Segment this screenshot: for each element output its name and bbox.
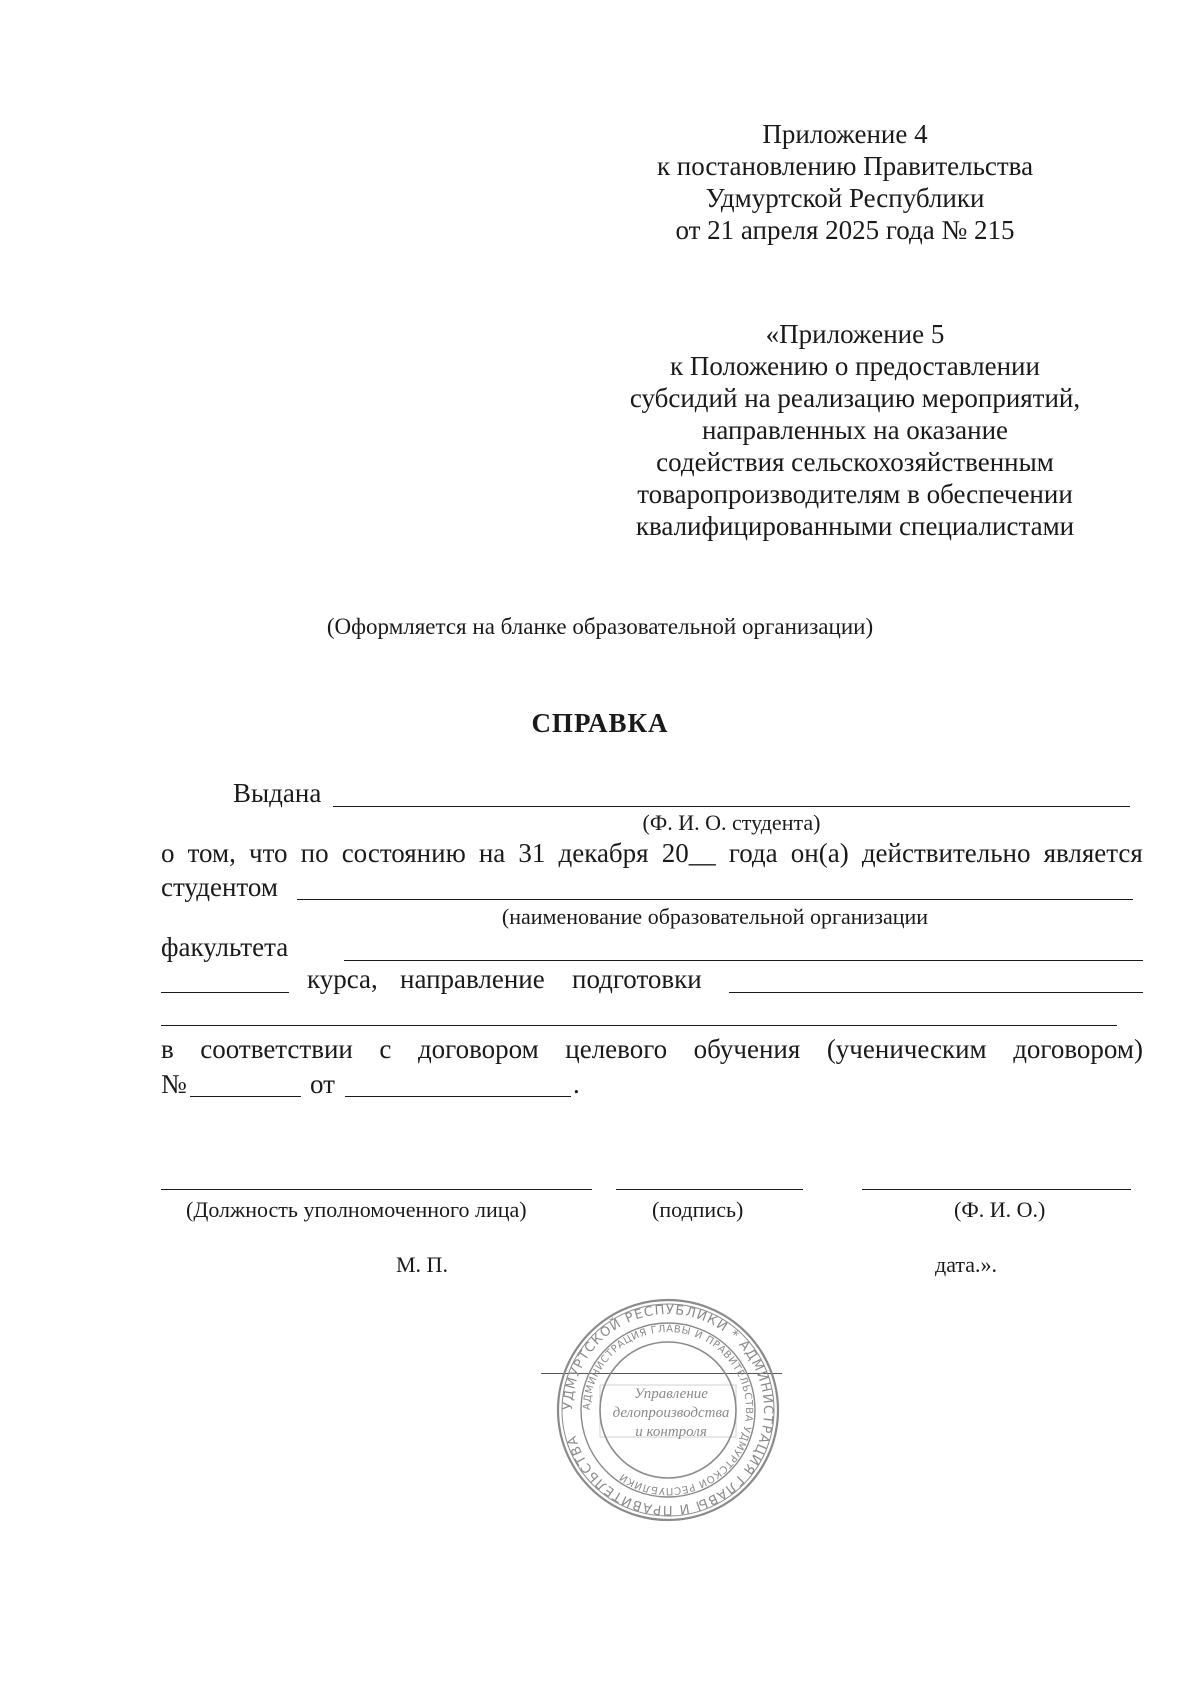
direction-line[interactable]	[729, 992, 1143, 993]
stamp-outer-text: УДМУРТСКОЙ РЕСПУБЛИКИ * АДМИНИСТРАЦИЯ ГЛАВЫ И ПРАВИТЕЛЬСТВА	[560, 1302, 776, 1518]
full-name-line[interactable]	[862, 1189, 1131, 1190]
appendix-4-line-3: Удмуртской Республики	[705, 183, 985, 213]
stamp-center-line-1: Управление	[634, 1386, 708, 1402]
stamp-center-line-2: делопроизводства	[612, 1405, 730, 1421]
contract-word: договором	[417, 1034, 539, 1064]
statement-word: по	[300, 838, 329, 868]
signature-caption: (подпись)	[652, 1197, 744, 1222]
appendix-5-line-4: направленных на оказание	[701, 415, 1009, 445]
appendix-4-header	[650, 118, 1040, 246]
appendix-4-line-1: Приложение 4	[762, 119, 928, 149]
issued-label: Выдана	[233, 778, 322, 808]
contract-word: договором)	[1013, 1034, 1143, 1064]
contract-word: обучения	[693, 1034, 801, 1064]
organization-line[interactable]	[297, 899, 1133, 900]
course-label: курса,	[307, 964, 378, 994]
date-label: дата.».	[935, 1252, 998, 1277]
faculty-label: факультета	[161, 932, 289, 962]
position-line[interactable]	[161, 1189, 592, 1190]
contract-word: соответствии	[200, 1034, 353, 1064]
course-line[interactable]	[161, 992, 289, 993]
statement-word: 31	[518, 838, 546, 868]
training-label: подготовки	[572, 964, 702, 994]
statement-word: является	[1043, 838, 1143, 868]
contract-word: (ученическим	[826, 1034, 987, 1064]
appendix-5-line-1: «Приложение 5	[765, 319, 945, 349]
full-name-caption: (Ф. И. О.)	[954, 1197, 1046, 1222]
stamp-center-line-3: и контроля	[635, 1424, 707, 1440]
statement-word: том,	[187, 838, 236, 868]
direction-continuation-line[interactable]	[161, 1025, 1117, 1026]
appendix-4-line-2: к постановлению Правительства	[656, 151, 1034, 181]
appendix-5-line-6: товаропроизводителям в обеспечении	[637, 479, 1073, 509]
statement-word: состоянию	[341, 838, 466, 868]
appendix-5-line-2: к Положению о предоставлении	[670, 351, 1040, 381]
student-name-caption: (Ф. И. О. студента)	[642, 810, 821, 835]
number-sign: №	[161, 1069, 187, 1099]
contract-period: .	[573, 1069, 580, 1099]
form-note: (Оформляется на бланке образовательной организации)	[326, 614, 874, 639]
organization-caption: (наименование образовательной организации	[501, 904, 929, 929]
contract-line	[161, 1033, 1143, 1065]
statement-word: на	[478, 838, 506, 868]
from-label: от	[310, 1069, 335, 1099]
student-label: студентом	[161, 872, 278, 902]
statement-word: что	[248, 838, 288, 868]
student-name-line[interactable]	[333, 806, 1130, 807]
faculty-line[interactable]	[344, 960, 1143, 961]
document-title: СПРАВКА	[531, 708, 669, 738]
stamp-inner-text: АДМИНИСТРАЦИЯ ГЛАВЫ И ПРАВИТЕЛЬСТВА УДМУРТСКОЙ РЕСПУБЛИКИ	[581, 1323, 755, 1497]
statement-word: о	[161, 838, 175, 868]
appendix-4-line-4: от 21 апреля 2025 года № 215	[675, 215, 1015, 245]
statement-word: года	[728, 838, 778, 868]
contract-word: в	[161, 1034, 174, 1064]
statement-word: декабря	[558, 838, 649, 868]
seal-label: М. П.	[396, 1252, 448, 1277]
position-caption: (Должность уполномоченного лица)	[186, 1197, 527, 1222]
signature-line[interactable]	[616, 1189, 803, 1190]
direction-label: направление	[400, 964, 545, 994]
contract-word: целевого	[565, 1034, 668, 1064]
statement-word: он(а)	[790, 838, 849, 868]
statement-line	[161, 837, 1143, 869]
official-stamp-icon	[555, 1297, 781, 1523]
appendix-5-line-5: содействия сельскохозяйственным	[656, 447, 1054, 477]
year-field: 20__	[661, 838, 716, 868]
statement-word: действительно	[861, 838, 1031, 868]
contract-date-line[interactable]	[345, 1096, 571, 1097]
contract-number-line[interactable]	[190, 1096, 301, 1097]
contract-word: с	[379, 1034, 392, 1064]
appendix-5-line-7: квалифицированными специалистами	[635, 511, 1075, 541]
appendix-5-header	[610, 318, 1100, 542]
appendix-5-line-3: субсидий на реализацию мероприятий,	[629, 383, 1081, 413]
